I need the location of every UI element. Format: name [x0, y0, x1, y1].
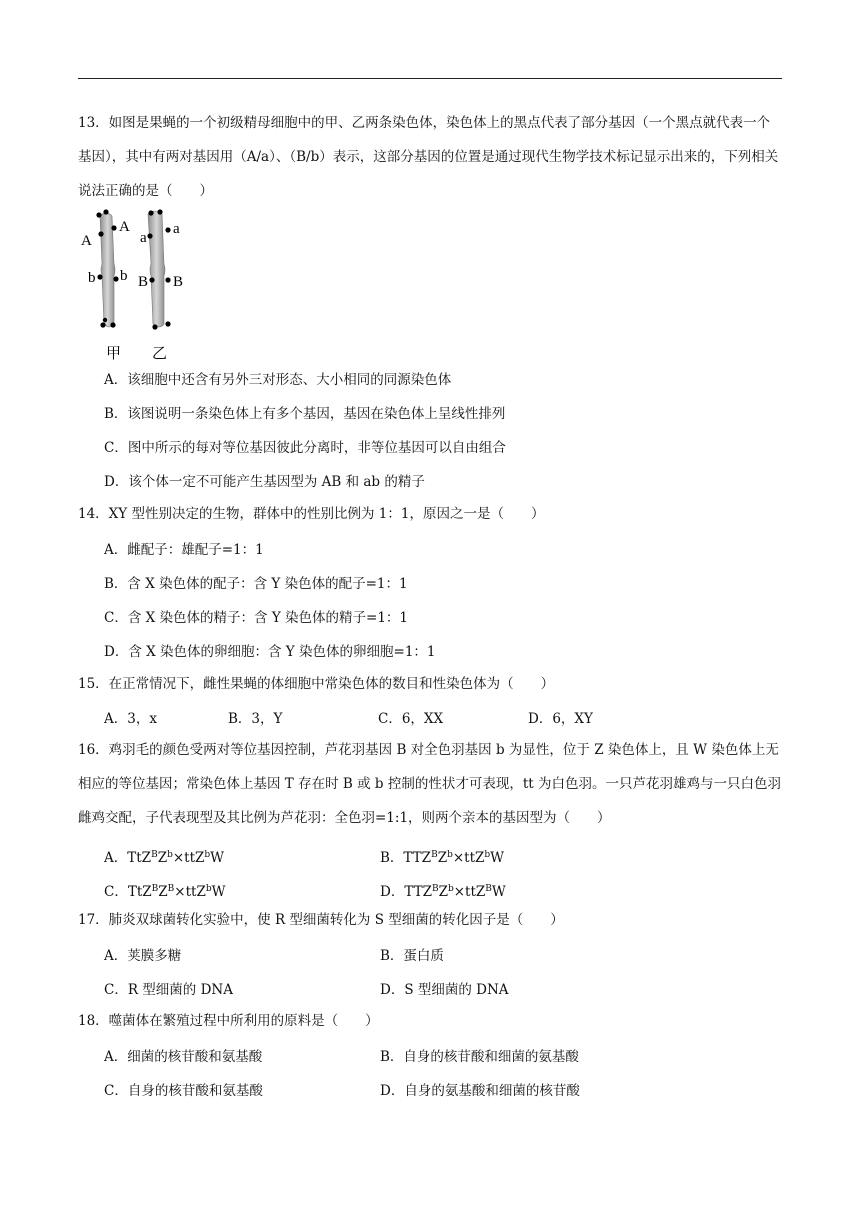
q17-option-c: C．R 型细菌的 DNA: [104, 982, 233, 998]
gene-label-A-left: A: [81, 233, 92, 249]
q16-option-c: C．$TtZ^BZ^B\times ttZ^bW$: [104, 884, 226, 900]
q15-option-d: D．6，XY: [528, 711, 593, 727]
gene-label-a-right: a: [173, 221, 180, 237]
q18-option-b: B．自身的核苷酸和细菌的氨基酸: [380, 1049, 579, 1065]
q16-option-a: A．$TtZ^BZ^b\times ttZ^bW$: [104, 850, 225, 866]
q14-option-b: B．含 X 染色体的配子：含 Y 染色体的配子=1：1: [104, 576, 408, 592]
q15-option-c: C．6，XX: [378, 711, 444, 727]
gene-label-B-left: B: [138, 274, 149, 290]
chromosome-label-jia: 甲: [106, 344, 122, 362]
question-15-stem: 15．在正常情况下，雌性果蝇的体细胞中常染色体的数目和性染色体为（ ）: [78, 676, 555, 692]
chromosome-figure: [78, 204, 198, 364]
q18-option-c: C．自身的核苷酸和氨基酸: [104, 1083, 263, 1099]
chromosome-label-yi: 乙: [152, 344, 168, 362]
q13-option-c: C．图中所示的每对等位基因彼此分离时，非等位基因可以自由组合: [104, 440, 506, 456]
q14-option-d: D．含 X 染色体的卵细胞：含 Y 染色体的卵细胞=1：1: [104, 644, 436, 660]
gene-label-b-left: b: [88, 270, 96, 286]
q13-option-b: B．该图说明一条染色体上有多个基因，基因在染色体上呈线性排列: [104, 406, 506, 422]
q14-option-a: A．雌配子：雄配子=1：1: [104, 542, 264, 558]
q17-option-a: A．荚膜多糖: [104, 948, 182, 964]
gene-label-B-right: B: [173, 274, 184, 290]
question-13-stem: 13．如图是果蝇的一个初级精母细胞中的甲、乙两条染色体，染色体上的黑点代表了部分基因（一个黑点就代表一个基因），其中有两对基因用（A/a）、（B/b）表示，这部分基因的位置是通过现代生物学技术标记显示出来的，下列相关说法正确的是（ ）: [78, 115, 779, 199]
q15-option-b: B．3，Y: [228, 711, 283, 727]
chromosome-yi: [148, 211, 165, 327]
q14-option-c: C．含 X 染色体的精子：含 Y 染色体的精子=1：1: [104, 610, 409, 626]
question-16-stem: 16．鸡羽毛的颜色受两对等位基因控制，芦花羽基因 B 对全色羽基因 b 为显性，位于 Z 染色体上，且 W 染色体上无相应的等位基因；常染色体上基因 T 存在时 B 或 b 控制的性状才可表现，tt 为白色羽。一只芦花羽雄鸡与一只白色羽雌鸡交配，子代表现型及其比例为芦花羽：全色羽=1:1，则两个亲本的基因型为（ ）: [78, 742, 781, 826]
question-18-stem: 18．噬菌体在繁殖过程中所利用的原料是（ ）: [78, 1013, 379, 1029]
q16-option-d: D．$TTZ^BZ^b\times ttZ^BW$: [380, 884, 506, 900]
gene-label-b-right: b: [120, 268, 128, 284]
q15-option-a: A．3，x: [104, 711, 157, 727]
header-rule: [78, 78, 782, 79]
q13-option-d: D．该个体一定不可能产生基因型为 AB 和 ab 的精子: [104, 474, 425, 490]
gene-label-a-left: a: [140, 230, 147, 246]
chromosome-diagram: [78, 204, 198, 364]
q16-option-b: B．$TTZ^BZ^b\times ttZ^bW$: [380, 850, 505, 866]
q18-option-a: A．细菌的核苷酸和氨基酸: [104, 1049, 263, 1065]
q13-option-a: A．该细胞中还含有另外三对形态、大小相同的同源染色体: [104, 372, 452, 388]
q17-option-d: D．S 型细菌的 DNA: [380, 982, 509, 998]
q17-option-b: B．蛋白质: [380, 948, 444, 964]
question-14-stem: 14．XY 型性别决定的生物，群体中的性别比例为 1：1，原因之一是（ ）: [78, 506, 545, 522]
question-17-stem: 17．肺炎双球菌转化实验中，使 R 型细菌转化为 S 型细菌的转化因子是（ ）: [78, 912, 564, 928]
q18-option-d: D．自身的氨基酸和细菌的核苷酸: [380, 1083, 580, 1099]
gene-label-A-right: A: [119, 219, 130, 235]
